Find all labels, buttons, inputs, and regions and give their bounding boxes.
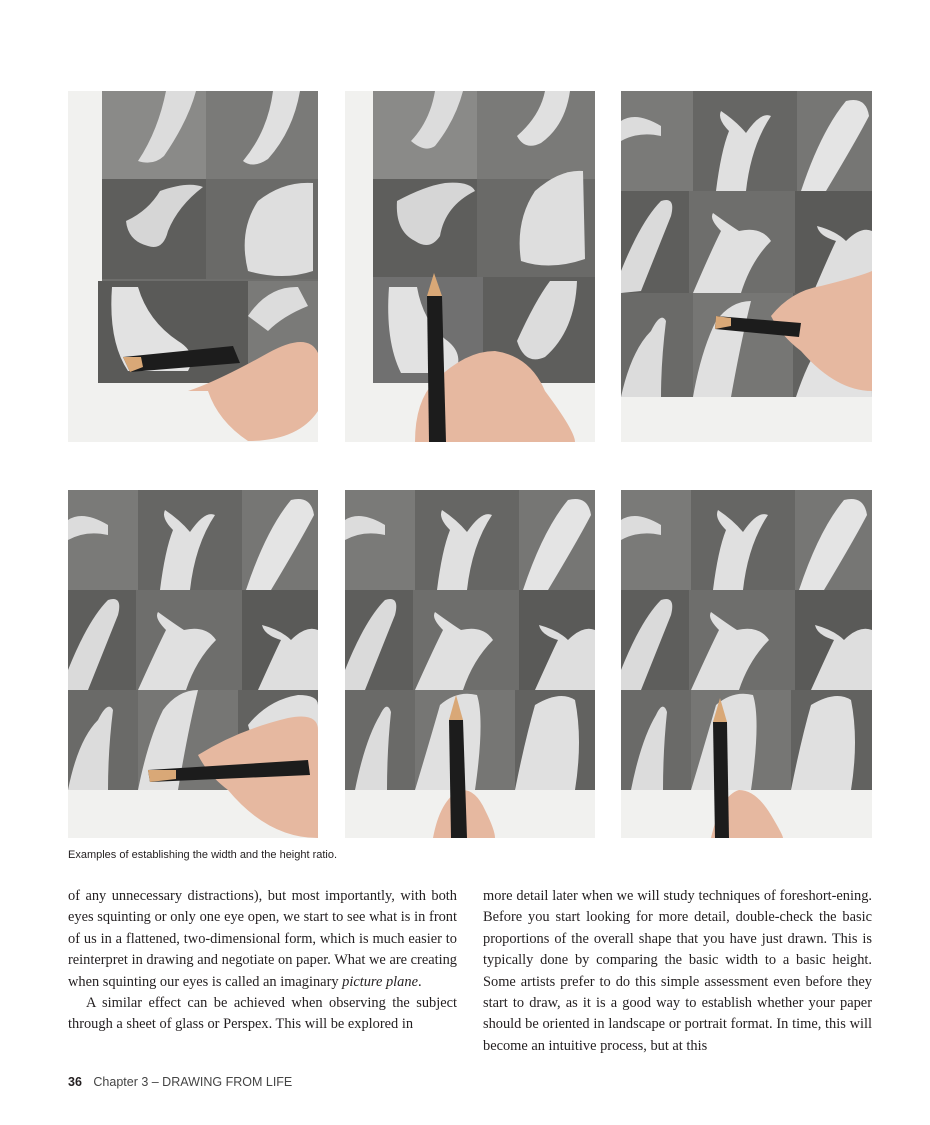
running-chapter-title: Chapter 3 – DRAWING FROM LIFE — [93, 1075, 293, 1089]
figure-photo-2 — [345, 91, 595, 442]
body-column-right — [483, 886, 872, 1057]
figure-photo-1 — [68, 91, 318, 442]
paragraph-text: of any unnecessary distractions), but most importantly, with both eyes squinting or only one eye open, we start to see what is in front of us in a flattened, two-dimensional form, which is much easier to reinterpret in drawing and negotiate on paper. What we are creating when squinting our eyes is called an imaginary — [68, 888, 457, 990]
body-paragraph: more detail later when we will study techniques of foreshort-ening. Before you start looking for more detail, double-check the basic proportions of the overall shape that you have just drawn. This is typically done by comparing the basic width to a basic height. Some artists prefer to do this simple assessment even before they start to draw, as it is a good way to establish whether your paper should be oriented in landscape or portrait format. In time, this will become an intuitive process, but at this — [483, 888, 872, 1054]
body-paragraph — [68, 886, 457, 993]
figure-caption: Examples of establishing the width and the height ratio. — [68, 849, 338, 861]
page-number: 36 — [68, 1075, 82, 1089]
figure-photo-4 — [68, 490, 318, 838]
figure-photo-6 — [621, 490, 872, 838]
italic-term: picture plane — [342, 973, 418, 990]
figure-photo-3 — [621, 91, 872, 442]
figure-photo-5 — [345, 490, 595, 838]
body-column-left — [68, 886, 457, 1036]
page-footer — [68, 1075, 292, 1089]
body-paragraph: A similar effect can be achieved when observing the subject through a sheet of glass or Perspex. This will be explored in — [68, 995, 457, 1033]
paragraph-end: . — [417, 973, 422, 990]
